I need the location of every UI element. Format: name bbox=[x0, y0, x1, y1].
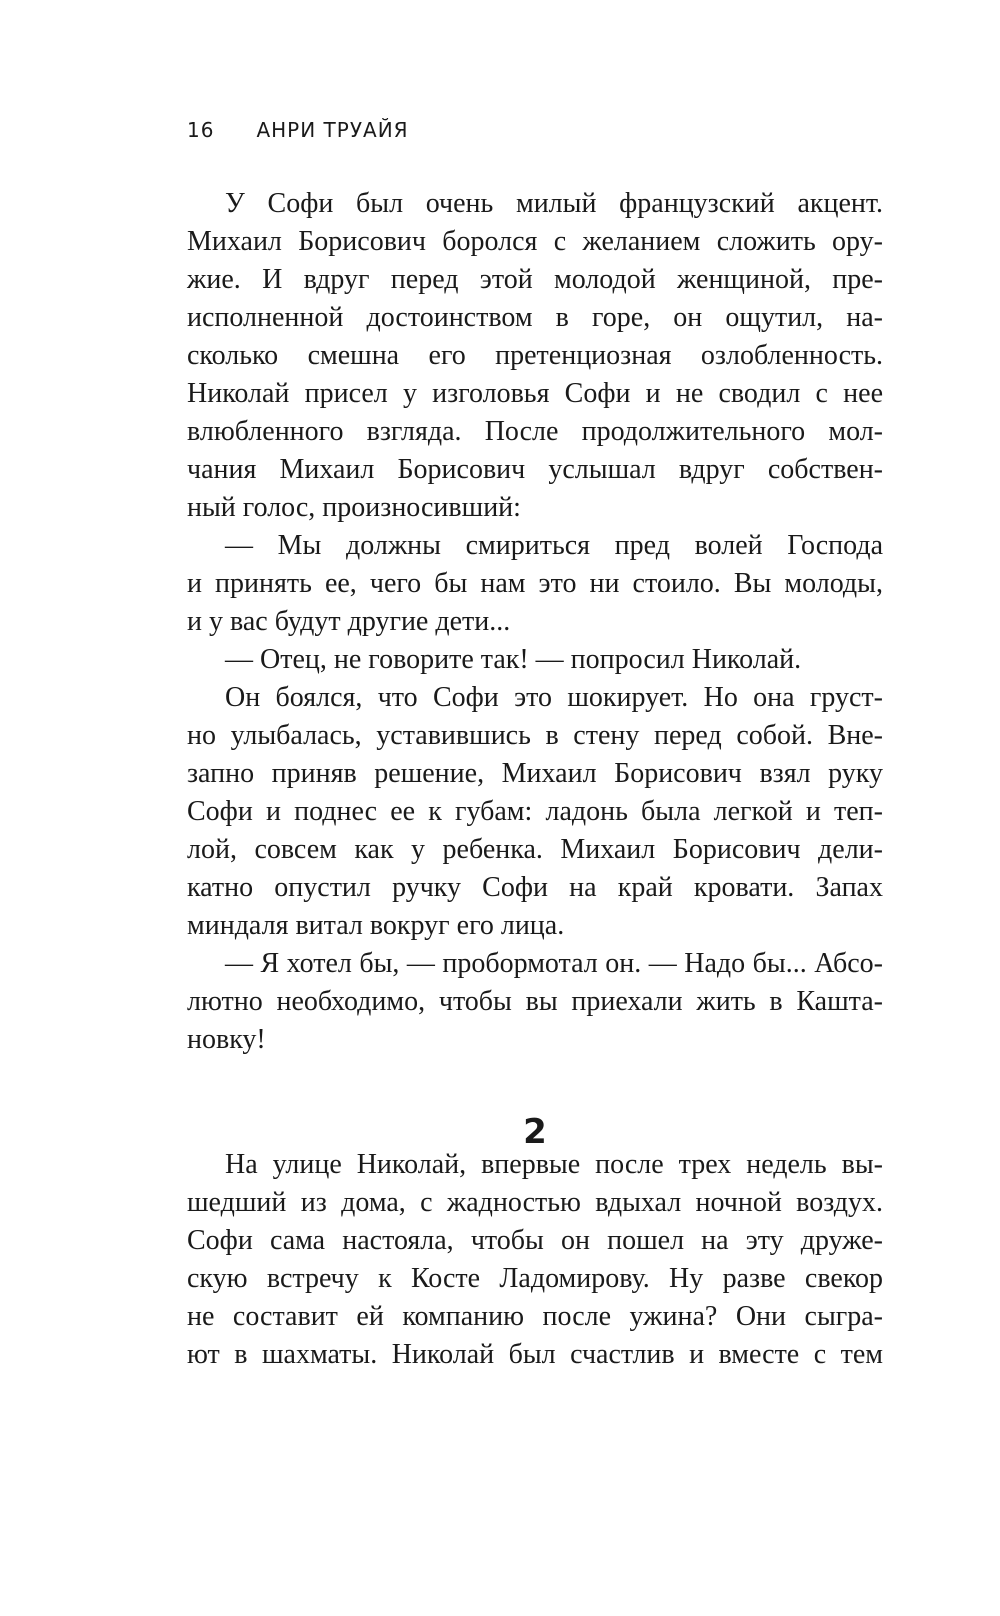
page-number: 16 bbox=[187, 118, 215, 142]
text-block-2 bbox=[187, 1146, 883, 1374]
text-line: сколько смешна его претенциозная озлобленность. bbox=[187, 340, 883, 371]
text-line: катно опустил ручку Софи на край кровати. Запах bbox=[187, 872, 883, 903]
text-line: На улице Николай, впервые после трех недель вы- bbox=[225, 1149, 883, 1180]
text-line: — Отец, не говорите так! — попросил Николай. bbox=[225, 644, 802, 675]
text-line: новку! bbox=[187, 1024, 266, 1055]
text-line: ют в шахматы. Николай был счастлив и вместе с тем bbox=[187, 1339, 883, 1370]
text-line: чания Михаил Борисович услышал вдруг собствен- bbox=[187, 454, 883, 485]
running-header bbox=[187, 118, 409, 142]
text-line: шедший из дома, с жадностью вдыхал ночной воздух. bbox=[187, 1187, 883, 1218]
text-line: Михаил Борисович боролся с желанием сложить ору- bbox=[187, 226, 883, 257]
text-line: запно приняв решение, Михаил Борисович взял руку bbox=[187, 758, 883, 789]
text-line: Николай присел у изголовья Софи и не сводил с нее bbox=[187, 378, 883, 409]
text-line: и у вас будут другие дети... bbox=[187, 606, 511, 637]
text-line: скую встречу к Косте Ладомирову. Ну разве свекор bbox=[187, 1263, 883, 1294]
text-line: жие. И вдруг перед этой молодой женщиной, пре- bbox=[187, 264, 883, 295]
text-line: Он боялся, что Софи это шокирует. Но она груст- bbox=[225, 682, 883, 713]
text-line: лой, совсем как у ребенка. Михаил Борисович дели- bbox=[187, 834, 883, 865]
text-line: У Софи был очень милый французский акцент. bbox=[225, 188, 883, 219]
text-line: ный голос, произносивший: bbox=[187, 492, 521, 523]
author-name: АНРИ ТРУАЙЯ bbox=[256, 118, 409, 142]
text-block-1 bbox=[187, 185, 883, 1059]
text-line: исполненной достоинством в горе, он ощутил, на- bbox=[187, 302, 883, 333]
text-line: Софи сама настояла, чтобы он пошел на эту друже- bbox=[187, 1225, 883, 1256]
text-line: но улыбалась, уставившись в стену перед собой. Вне- bbox=[187, 720, 883, 751]
text-line: — Мы должны смириться пред волей Господа bbox=[225, 530, 883, 561]
text-line: миндаля витал вокруг его лица. bbox=[187, 910, 565, 941]
text-line: и принять ее, чего бы нам это ни стоило. Вы молоды, bbox=[187, 568, 883, 599]
text-line: Софи и поднес ее к губам: ладонь была легкой и теп- bbox=[187, 796, 883, 827]
chapter-number: 2 bbox=[523, 1112, 547, 1152]
text-line: влюбленного взгляда. После продолжительного мол- bbox=[187, 416, 883, 447]
text-line: не составит ей компанию после ужина? Они сыгра- bbox=[187, 1301, 883, 1332]
text-line: — Я хотел бы, — пробормотал он. — Надо бы... Абсо- bbox=[225, 948, 883, 979]
text-line: лютно необходимо, чтобы вы приехали жить в Кашта- bbox=[187, 986, 883, 1017]
